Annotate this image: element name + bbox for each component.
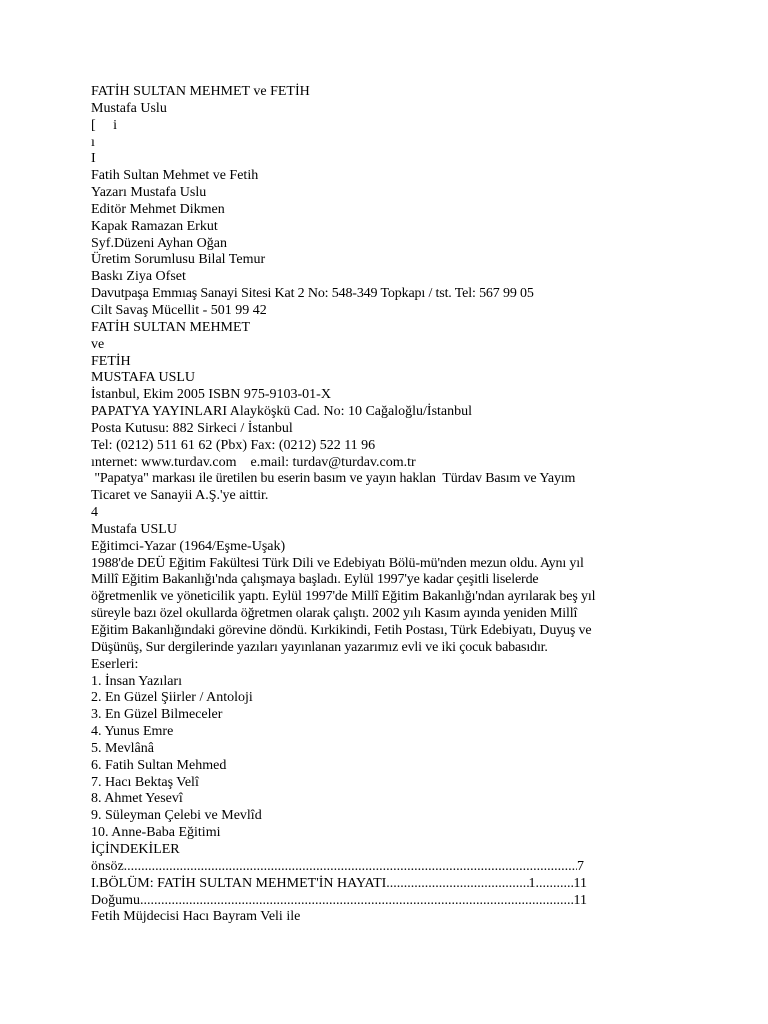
list-item: 1. İnsan Yazıları (91, 673, 182, 689)
colophon-print: Baskı Ziya Ofset (91, 269, 186, 285)
list-item: 8. Ahmet Yesevî (91, 791, 183, 807)
title-page-line-3: FETİH (91, 353, 131, 369)
list-item: 2. En Güzel Şiirler / Antoloji (91, 690, 253, 706)
front-matter (91, 84, 691, 522)
bio-text-line: Düşünüş, Sur dergilerinde yazıları yayınlanan yazarımız evli ve iki çocuk babasıdır. (91, 639, 548, 655)
document-page (91, 84, 691, 926)
bio-text-line: Millî Eğitim Bakanlığı'nda çalışmaya başladı. Eylül 1997'ye kadar çeşitli liselerde (91, 572, 539, 588)
toc-entry-title: I.BÖLÜM: FATİH SULTAN MEHMET'İN HAYATI (91, 875, 387, 891)
list-item: 9. Süleyman Çelebi ve Mevlîd (91, 808, 262, 824)
author-bio (91, 522, 691, 657)
colophon-editor: Editör Mehmet Dikmen (91, 201, 225, 217)
works-heading: Eserleri: (91, 656, 139, 672)
colophon-production: Üretim Sorumlusu Bilal Temur (91, 252, 266, 268)
page-number: 4 (91, 505, 98, 521)
list-item: 10. Anne-Baba Eğitimi (91, 825, 221, 841)
ocr-artifact: I (91, 151, 96, 167)
colophon-author: Yazarı Mustafa Uslu (91, 185, 207, 201)
bio-text-line: öğretmenlik ve yöneticilik yaptı. Eylül 1997'de Millî Eğitim Bakanlığı'ndan ayrılarak beş yıl (91, 589, 596, 605)
colophon-binding: Cilt Savaş Mücellit - 501 99 42 (91, 302, 267, 318)
publisher-web: ınternet: www.turdav.com e.mail: turdav@turdav.com.tr (91, 454, 416, 470)
toc-entry-title: Doğumu (91, 892, 140, 908)
list-item: 7. Hacı Bektaş Velî (91, 774, 199, 790)
bio-subheading: Eğitimci-Yazar (1964/Eşme-Uşak) (91, 538, 286, 554)
toc-leader (140, 893, 574, 910)
bio-heading: Mustafa USLU (91, 521, 177, 537)
book-title: FATİH SULTAN MEHMET ve FETİH (91, 84, 310, 99)
toc-entry-mid: 1 (528, 875, 536, 891)
publisher-phone: Tel: (0212) 511 61 62 (Pbx) Fax: (0212) 522 11 96 (91, 437, 376, 453)
title-page-author: MUSTAFA USLU (91, 370, 196, 386)
toc-entry-page: 11 (573, 892, 587, 908)
ocr-artifact: ı (91, 134, 95, 150)
toc-leader (124, 859, 577, 876)
bio-text-line: Eğitim Bakanlığındaki görevine döndü. Kırkikindi, Fetih Postası, Türk Edebiyatı, Duyuş ve (91, 623, 592, 638)
toc-entry-page: 11 (573, 875, 587, 891)
toc-heading: İÇİNDEKİLER (91, 841, 180, 857)
list-item: 5. Mevlânâ (91, 740, 154, 756)
colophon-cover: Kapak Ramazan Erkut (91, 218, 218, 234)
toc-entry (91, 893, 587, 910)
toc-entry-partial: Fetih Müjdecisi Hacı Bayram Veli ile (91, 909, 301, 925)
toc-entry-title: önsöz (91, 858, 124, 874)
copyright-notice-line-2: Ticaret ve Sanayii A.Ş.'ye aittir. (91, 488, 269, 504)
ocr-artifact: [ i (91, 117, 118, 133)
toc-leader (386, 876, 528, 893)
table-of-contents (91, 842, 691, 926)
toc-entry-page: 7 (577, 858, 584, 874)
publication-info: İstanbul, Ekim 2005 ISBN 975-9103-01-X (91, 387, 331, 403)
works-list (91, 657, 691, 842)
title-page-line-1: FATİH SULTAN MEHMET (91, 319, 251, 335)
title-page-line-2: ve (91, 336, 105, 352)
list-item: 3. En Güzel Bilmeceler (91, 707, 223, 723)
colophon-print-address: Davutpaşa Emmıaş Sanayi Sitesi Kat 2 No: 548-349 Topkapı / tst. Tel: 567 99 05 (91, 286, 534, 302)
author-name: Mustafa Uslu (91, 100, 167, 116)
bio-text-line: 1988'de DEÜ Eğitim Fakültesi Türk Dili ve Edebiyatı Bölü-mü'nden mezun oldu. Aynı yıl (91, 555, 584, 571)
list-item: 6. Fatih Sultan Mehmed (91, 757, 227, 773)
colophon-title: Fatih Sultan Mehmet ve Fetih (91, 168, 259, 184)
bio-text-line: süreyle bazı özel okullarda öğretmen olarak çalıştı. 2002 yılı Kasım ayında yeniden Millî (91, 606, 578, 622)
toc-entry (91, 876, 587, 893)
toc-entry (91, 859, 584, 876)
publisher-po-box: Posta Kutusu: 882 Sirkeci / İstanbul (91, 420, 293, 436)
toc-leader (536, 876, 574, 893)
publisher-address: PAPATYA YAYINLARI Alayköşkü Cad. No: 10 Cağaloğlu/İstanbul (91, 404, 473, 420)
colophon-layout: Syf.Düzeni Ayhan Oğan (91, 235, 227, 251)
list-item: 4. Yunus Emre (91, 724, 174, 740)
copyright-notice-line-1: "Papatya" markası ile üretilen bu eserin basım ve yayın haklan Türdav Basım ve Yayım (91, 471, 576, 487)
